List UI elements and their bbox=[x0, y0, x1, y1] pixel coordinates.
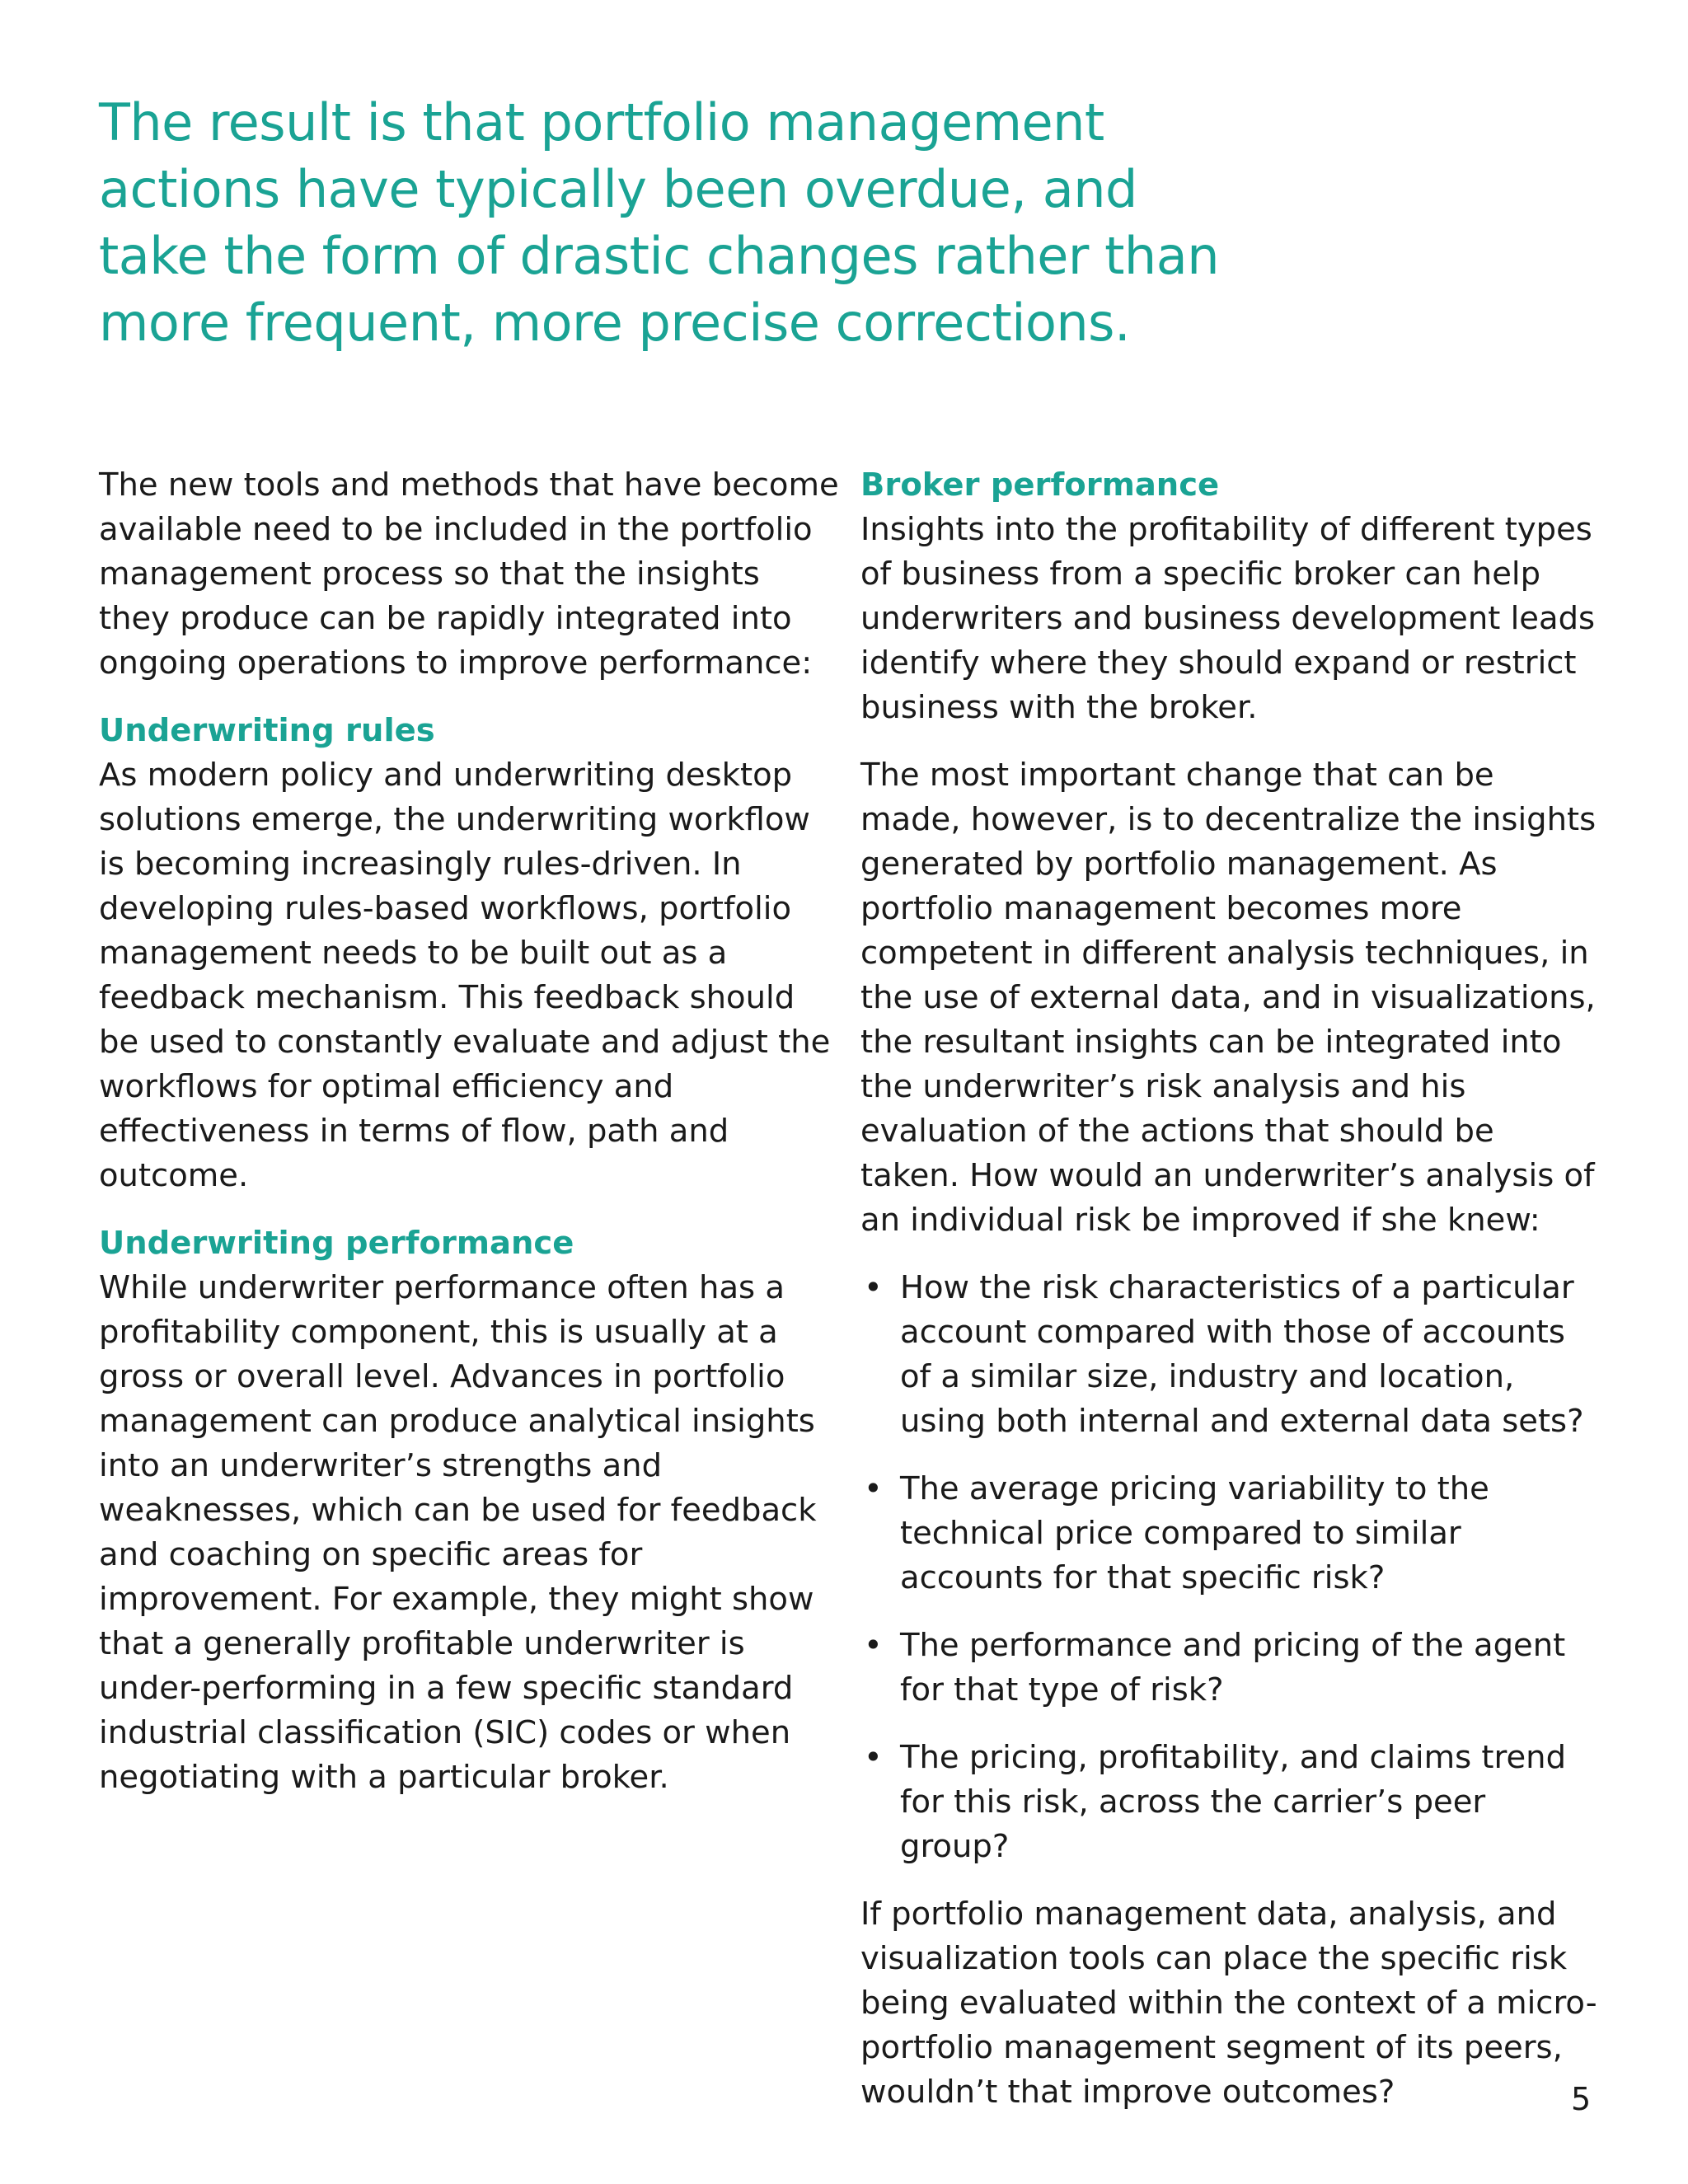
bullet-icon: • bbox=[864, 1627, 883, 1664]
closing-paragraph: If portfolio management data, analysis, and visualization tools can place the specific risk being evaluated within the context of a micro-portfolio management segment of its peers, wouldn’t that improve outcomes? bbox=[860, 1896, 1597, 2111]
underwriting-performance-section bbox=[99, 1221, 841, 1800]
bullet-icon: • bbox=[864, 1470, 883, 1507]
page-headline: The result is that portfolio management actions have typically been overdue, and take the form of drastic changes rather than more frequent, more precise corrections. bbox=[99, 92, 1220, 353]
underwriting-performance-body: While underwriter performance often has a profitability component, this is usually at a gross or overall level. Advances in portfolio management can produce analytical insights into an underwriter’s strengths and weaknesses, which can be used for feedback and coaching on specific areas for improvement. For example, they might show that a generally profitable underwriter is under-performing in a few specific standard industrial classification (SIC) codes or when negotiating with a particular broker. bbox=[99, 1269, 817, 1796]
underwriting-performance-heading: Underwriting performance bbox=[99, 1225, 574, 1262]
list-item bbox=[860, 1266, 1602, 1444]
bullet-icon: • bbox=[864, 1269, 883, 1306]
broker-performance-heading: Broker performance bbox=[860, 466, 1220, 504]
underwriting-rules-body: As modern policy and underwriting desktop solutions emerge, the underwriting workflow is becoming increasingly rules-driven. In developing rules-based workflows, portfolio management needs to be built out as a feedback mechanism. This feedback should be used to constantly evaluate and adjust the workflows for optimal efficiency and effectiveness in terms of flow, path and outcome. bbox=[99, 757, 831, 1194]
underwriting-rules-heading: Underwriting rules bbox=[99, 712, 435, 749]
list-item-text: How the risk characteristics of a particular account compared with those of accounts of a similar size, industry and location, using both internal and external data sets? bbox=[900, 1269, 1584, 1440]
bullet-list bbox=[860, 1266, 1602, 1869]
underwriting-rules-section bbox=[99, 709, 841, 1198]
decentralize-paragraph: The most important change that can be made, however, is to decentralize the insights generated by portfolio management. As portfolio management becomes more competent in different analysis techniques, in the use of external data, and in visualizations, the resultant insights can be integrated into the underwriter’s risk analysis and his evaluation of the actions that should be taken. How would an underwriter’s analysis of an individual risk be improved if she knew: bbox=[860, 757, 1597, 1239]
list-item bbox=[860, 1467, 1602, 1601]
list-item-text: The pricing, profitability, and claims trend for this risk, across the carrier’s peer group? bbox=[900, 1739, 1567, 1865]
left-column bbox=[99, 463, 841, 1823]
broker-performance-body: Insights into the profitability of different types of business from a specific broker can help underwriters and business development leads identify where they should expand or restrict business with the broker. bbox=[860, 511, 1596, 726]
list-item-text: The performance and pricing of the agent for that type of risk? bbox=[900, 1627, 1566, 1708]
right-column bbox=[860, 463, 1602, 2138]
broker-performance-section bbox=[860, 463, 1602, 730]
list-item-text: The average pricing variability to the technical price compared to similar accounts for that specific risk? bbox=[900, 1470, 1489, 1596]
page-number: 5 bbox=[1571, 2081, 1592, 2117]
intro-paragraph: The new tools and methods that have become available need to be included in the portfolio management process so that the insights they produce can be rapidly integrated into ongoing operations to improve performance: bbox=[99, 466, 839, 682]
bullet-icon: • bbox=[864, 1739, 883, 1776]
list-item bbox=[860, 1736, 1602, 1869]
list-item bbox=[860, 1624, 1602, 1713]
